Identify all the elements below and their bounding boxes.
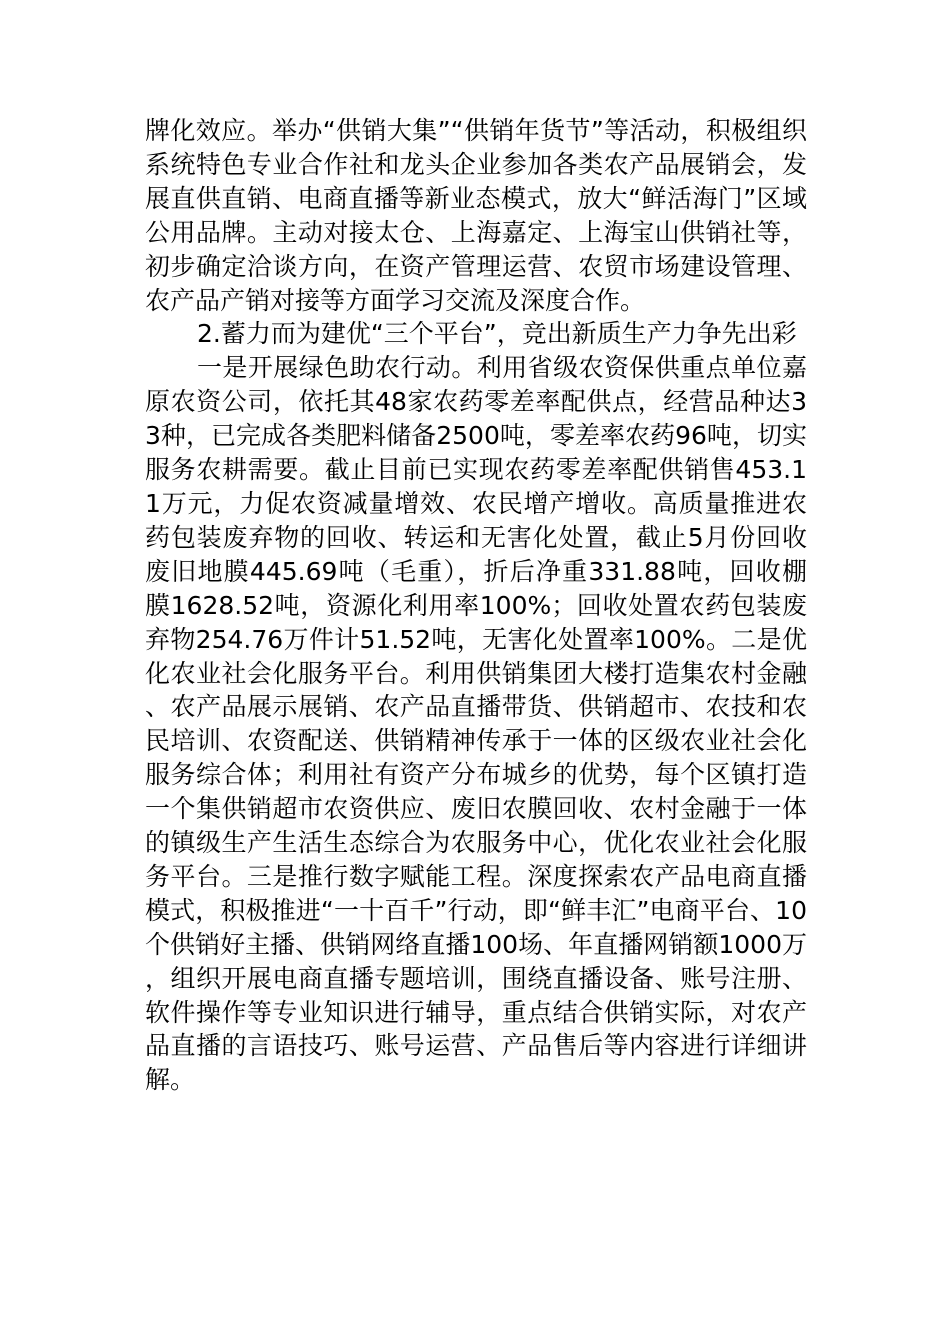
- document-body: [145, 114, 807, 1097]
- paragraph-green-agriculture: 一是开展绿色助农行动。利用省级农资保供重点单位嘉原农资公司，依托其48家农药零差率配供点，经营品种达33种，已完成各类肥料储备2500吨，零差率农药96吨，切实服务农耕需要。截止目前已实现农药零差率配供销售453.11万元，力促农资减量增效、农民增产增收。高质量推进农药包装废弃物的回收、转运和无害化处置，截止5月份回收废旧地膜445.69吨（毛重），折后净重331.88吨，回收棚膜1628.52吨，资源化利用率100%；回收处置农药包装废弃物254.76万件计51.52吨，无害化处置率100%。二是优化农业社会化服务平台。利用供销集团大楼打造集农村金融、农产品展示展销、农产品直播带货、供销超市、农技和农民培训、农资配送、供销精神传承于一体的区级农业社会化服务综合体；利用社有资产分布城乡的优势，每个区镇打造一个集供销超市农资供应、废旧农膜回收、农村金融于一体的镇级生产生活生态综合为农服务中心，优化农业社会化服务平台。三是推行数字赋能工程。深度探索农产品电商直播模式，积极推进“一十百千”行动，即“鲜丰汇”电商平台、10个供销好主播、供销网络直播100场、年直播网销额1000万，组织开展电商直播专题培训，围绕直播设备、账号注册、软件操作等专业知识进行辅导，重点结合供销实际，对农产品直播的言语技巧、账号运营、产品售后等内容进行详细讲解。: [145, 353, 807, 1095]
- paragraph-brand-effect: 牌化效应。举办“供销大集”“供销年货节”等活动，积极组织系统特色专业合作社和龙头企业参加各类农产品展销会，发展直供直销、电商直播等新业态模式，放大“鲜活海门”区域公用品牌。主动对接太仓、上海嘉定、上海宝山供销社等，初步确定洽谈方向，在资产管理运营、农贸市场建设管理、农产品产销对接等方面学习交流及深度合作。: [145, 116, 807, 315]
- section-heading-three-platforms: 2.蓄力而为建优“三个平台”，竞出新质生产力争先出彩: [197, 319, 797, 349]
